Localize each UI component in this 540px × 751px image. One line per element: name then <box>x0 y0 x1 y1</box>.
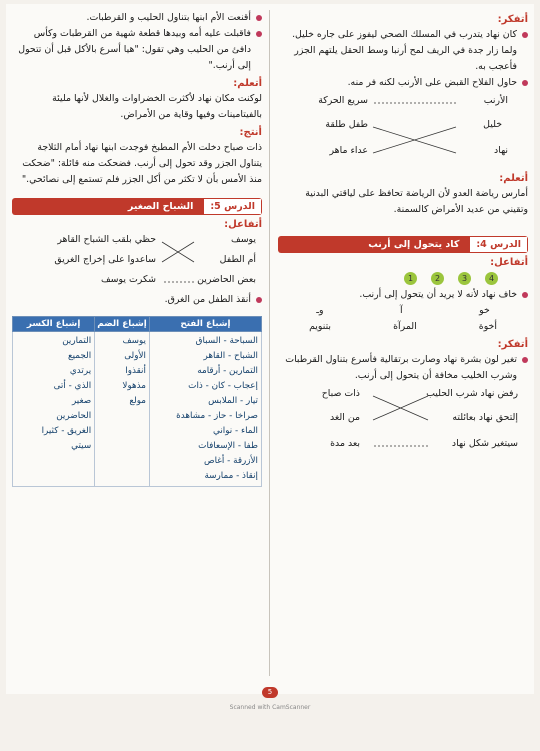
list-item: تيار - الملابس <box>208 396 258 406</box>
last-item: أنقذ الطفل من الغرق. <box>12 292 262 308</box>
circle-2: 2 <box>431 272 444 285</box>
match3-left-2: أم الطفل <box>219 254 256 265</box>
list-item: الغريق - كثيرا <box>41 426 92 436</box>
word-row <box>278 319 528 335</box>
match3-right-3: شكرت يوسف <box>100 274 156 285</box>
match2-left-2: إلتحق نهاد بعائلته <box>452 412 518 423</box>
header-kasr: إشباع الكسر <box>13 317 95 332</box>
lesson-4-banner <box>278 236 528 253</box>
list-item: إنقاذ - ممارسة <box>204 471 258 481</box>
header-damm: إشباع الضم <box>95 317 150 332</box>
list-item: صغير <box>71 396 92 406</box>
list-item: الشباح - القاهر <box>203 351 258 361</box>
question-1: خاف نهاد لأنه لا يريد أن يتحول إلى أرنب. <box>278 287 528 303</box>
right-column <box>278 10 528 676</box>
cell-kasr <box>13 332 95 487</box>
list-item: الذي - أتى <box>53 381 92 391</box>
interact-heading-left: أتفاعل: <box>224 219 262 230</box>
worksheet-page <box>6 4 534 694</box>
match-left-1: الأرنب <box>483 95 508 106</box>
lesson-5-title: الشباح الصغير <box>12 198 203 215</box>
circle-1: 1 <box>404 272 417 285</box>
produce-heading: أنتج: <box>239 127 262 138</box>
think2-heading: أتفكر: <box>497 339 528 350</box>
list-item: إعجاب - كان - ذات <box>188 381 258 391</box>
cell-damm <box>95 332 150 487</box>
letter-1: خو <box>479 305 490 316</box>
think-item-2: حاول الفلاح القبض على الأرنب لكنه فر منه. <box>278 75 528 91</box>
list-item: أنقذوا <box>125 366 146 376</box>
list-item: مولع <box>129 396 146 406</box>
match2-left-1: رفض نهاد شرب الحليب <box>426 388 518 399</box>
matching-exercise-3 <box>12 232 262 292</box>
list-item: الجميع <box>67 351 92 361</box>
list-item: يوسف <box>122 336 146 346</box>
match3-left-3: بعض الحاضرين <box>197 274 256 285</box>
list-item: يرتدي <box>69 366 92 376</box>
number-circles <box>278 272 498 285</box>
list-item: صراخا - حاز - مشاهدة <box>176 411 258 421</box>
column-divider <box>269 10 270 676</box>
learn-heading: أتعلم: <box>499 173 528 184</box>
match3-right-2: ساعدوا على إخراج الغريق <box>54 254 156 265</box>
scanner-footer: Scanned with CamScanner <box>229 704 311 711</box>
lesson-5-number: الدرس 5: <box>203 198 262 215</box>
match-right-3: عداء ماهر <box>329 145 368 156</box>
produce-text: ذات صباح دخلت الأم المطبخ فوجدت ابنها نهاد أمام الثلاجة يتناول الجزر وقد تحول إلى أرنب. فضحكت منه قائلة: "ضحكت منذ الأمس بأن لا تكثر من أكل الجزر فلم تستمع إلى نصائحي." <box>21 142 262 185</box>
page-number: 5 <box>262 687 278 698</box>
letter-3: وـ <box>316 305 324 316</box>
match-right-2: طفل طلقة <box>325 119 368 130</box>
think2-item-1: تغير لون بشرة نهاد وصارت برتقالية فأسرع بتناول القرطبات وشرب الخليب مخافة أن يتحول إلى أرنب. <box>278 352 528 384</box>
match-left-2: خليل <box>483 119 502 130</box>
learn-text-left: لوكنت مكان نهاد لأكثرت الخضراوات والغلال لأنها مليئة بالفيتامينات وفيها وقاية من الأمراض. <box>52 93 262 120</box>
list-item: الحاضرين <box>56 411 92 421</box>
match2-right-3: بعد مدة <box>330 438 360 449</box>
matching-exercise-2 <box>278 384 528 462</box>
interact-heading: أتفاعل: <box>490 257 528 268</box>
match2-left-3: سيتغير شكل نهاد <box>451 438 518 449</box>
top-item-1: أقنعت الأم ابنها بتناول الحليب و القرطبات. <box>12 10 262 26</box>
cell-fath <box>149 332 261 487</box>
list-item: طفا - الإسعافات <box>198 441 258 451</box>
circle-3: 3 <box>458 272 471 285</box>
left-column <box>12 10 262 676</box>
list-item: الأزرقة - أغاص <box>203 456 258 466</box>
match-left-3: نهاد <box>494 145 508 156</box>
top-item-2: فاقبلت عليه أمه وبيدها قطعة شهية من القرطبات وكأس دافئ من الحليب وهي تقول: "هيا أسرع بالأكل قبل أن تتحول إلى أرنب." <box>12 26 262 74</box>
match-right-1: سريع الحركة <box>318 95 368 106</box>
match2-right-1: ذات صباح <box>321 388 360 399</box>
word-3: بتنويم <box>309 321 332 332</box>
vowel-table <box>12 316 262 487</box>
lesson-5-banner <box>12 198 262 215</box>
matching-exercise-1 <box>278 91 528 169</box>
think-heading: أتفكر: <box>497 14 528 25</box>
learn-heading-left: أتعلم: <box>233 78 262 89</box>
list-item: التمارين - أرقامه <box>197 366 258 376</box>
circle-4: 4 <box>485 272 498 285</box>
list-item: السباحة - السباق <box>195 336 258 346</box>
lesson-4-title: كاد يتحول إلى أرنب <box>278 236 469 253</box>
table-header-row <box>13 317 262 332</box>
match3-left-1: يوسف <box>230 234 256 245</box>
list-item: سيتي <box>71 441 92 451</box>
match3-right-1: حظي بلقب الشباح القاهر <box>57 234 156 245</box>
table-row <box>13 332 262 487</box>
list-item: التمارين <box>62 336 92 346</box>
letter-row <box>278 303 528 319</box>
match2-right-2: من الغد <box>329 412 360 423</box>
header-fath: إشباع الفتح <box>149 317 261 332</box>
word-1: أخوة <box>478 321 497 332</box>
think-item-1: كان نهاد يتدرب في المسلك الصحي ليفوز على جاره خليل. ولما زار جدة في الريف لمح أرنبا وسط الحقل يلتهم الجزر فأعجب به. <box>278 27 528 75</box>
list-item: الأولى <box>124 351 146 361</box>
lesson-4-number: الدرس 4: <box>469 236 528 253</box>
list-item: مذهولا <box>122 381 146 391</box>
letter-2: آ <box>400 305 403 316</box>
word-2: المرآة <box>393 321 417 332</box>
list-item: الماء - نواني <box>212 426 258 436</box>
learn-text: أمارس رياضة العدو لأن الرياضة تحافظ على لياقتي البدنية وتقيني من عديد الأمراض كالسمنة. <box>305 188 528 215</box>
